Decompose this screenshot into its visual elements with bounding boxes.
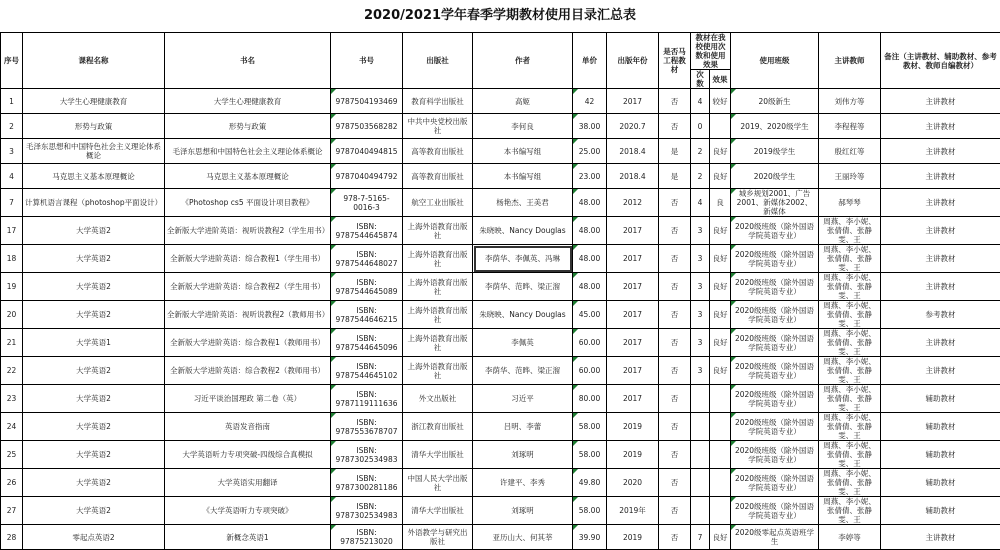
cell-note[interactable]: 辅助教材: [881, 497, 1000, 525]
cell-classes[interactable]: 2020级班级（除外国语学院英语专业）: [731, 469, 819, 497]
cell-course[interactable]: 大学英语2: [23, 469, 165, 497]
cell-isbn[interactable]: 9787040494792: [331, 164, 403, 189]
cell-publisher[interactable]: 上海外语教育出版社: [403, 357, 473, 385]
cell-author[interactable]: 杨艳杰、王美君: [473, 189, 573, 217]
cell-note[interactable]: 主讲教材: [881, 357, 1000, 385]
cell-mazang[interactable]: 否: [659, 413, 691, 441]
cell-usage-count[interactable]: [691, 469, 710, 497]
cell-mazang[interactable]: 否: [659, 385, 691, 413]
cell-isbn[interactable]: ISBN: 9787544645089: [331, 273, 403, 301]
cell-usage-count[interactable]: 3: [691, 245, 710, 273]
cell-course[interactable]: 大学英语2: [23, 385, 165, 413]
cell-course[interactable]: 大学英语2: [23, 245, 165, 273]
cell-usage-count[interactable]: 4: [691, 189, 710, 217]
cell-mazang[interactable]: 是: [659, 164, 691, 189]
cell-year[interactable]: 2017: [607, 273, 659, 301]
cell-teacher[interactable]: 刘伟方等: [819, 89, 881, 114]
cell-usage-count[interactable]: 3: [691, 357, 710, 385]
cell-year[interactable]: 2017: [607, 329, 659, 357]
cell-isbn[interactable]: 9787503568282: [331, 114, 403, 139]
header-teacher[interactable]: 主讲教师: [819, 33, 881, 89]
cell-author[interactable]: 亚历山大、何其莘: [473, 525, 573, 550]
cell-note[interactable]: 主讲教材: [881, 114, 1000, 139]
cell-publisher[interactable]: 清华大学出版社: [403, 497, 473, 525]
cell-price[interactable]: 48.00: [573, 189, 607, 217]
cell-isbn[interactable]: 9787504193469: [331, 89, 403, 114]
cell-usage-count[interactable]: 4: [691, 89, 710, 114]
header-note[interactable]: 备注（主讲教材、辅助教材、参考教材、教师自编教材）: [881, 33, 1000, 89]
cell-mazang[interactable]: 否: [659, 469, 691, 497]
textbook-table: [0, 32, 1000, 550]
cell-course[interactable]: 计算机语言课程（photoshop平面设计）: [23, 189, 165, 217]
cell-classes[interactable]: 2020级班级（除外国语学院英语专业）: [731, 413, 819, 441]
cell-author[interactable]: 许建平、李秀: [473, 469, 573, 497]
cell-publisher[interactable]: 外文出版社: [403, 385, 473, 413]
cell-usage-effect[interactable]: 良好: [710, 301, 731, 329]
cell-usage-count[interactable]: [691, 441, 710, 469]
cell-price[interactable]: 23.00: [573, 164, 607, 189]
cell-book[interactable]: 全新版大学进阶英语：综合教程2（教师用书）: [165, 357, 331, 385]
cell-course[interactable]: 大学英语2: [23, 273, 165, 301]
cell-isbn[interactable]: ISBN: 9787544645102: [331, 357, 403, 385]
cell-usage-effect[interactable]: 良好: [710, 273, 731, 301]
cell-usage-effect[interactable]: [710, 385, 731, 413]
cell-isbn[interactable]: ISBN: 97875213020: [331, 525, 403, 550]
cell-no[interactable]: 24: [1, 413, 23, 441]
cell-note[interactable]: 主讲教材: [881, 245, 1000, 273]
cell-course[interactable]: 马克思主义基本原理概论: [23, 164, 165, 189]
table-row: [1, 301, 1000, 329]
cell-year[interactable]: 2017: [607, 357, 659, 385]
cell-mazang[interactable]: 否: [659, 329, 691, 357]
cell-mazang[interactable]: 否: [659, 217, 691, 245]
cell-year[interactable]: 2019: [607, 525, 659, 550]
cell-mazang[interactable]: 否: [659, 114, 691, 139]
cell-note[interactable]: 主讲教材: [881, 525, 1000, 550]
cell-teacher[interactable]: 周燕、李小妮、张倩倩、张静雯、王: [819, 217, 881, 245]
cell-book[interactable]: 全新版大学进阶英语：视听说教程2（学生用书）: [165, 217, 331, 245]
cell-price[interactable]: 58.00: [573, 441, 607, 469]
cell-author[interactable]: 朱晓映、Nancy Douglas: [473, 301, 573, 329]
cell-course[interactable]: 大学英语2: [23, 357, 165, 385]
cell-classes[interactable]: 2020级班级（除外国语学院英语专业）: [731, 273, 819, 301]
cell-price[interactable]: 80.00: [573, 385, 607, 413]
cell-classes[interactable]: 2020级班级（除外国语学院英语专业）: [731, 385, 819, 413]
cell-usage-effect[interactable]: 良: [710, 189, 731, 217]
cell-year[interactable]: 2017: [607, 301, 659, 329]
cell-isbn[interactable]: ISBN: 9787119111636: [331, 385, 403, 413]
table-row: [1, 189, 1000, 217]
header-usage[interactable]: 教材在我校使用次数和使用效果: [691, 33, 731, 70]
cell-author[interactable]: 刘琢明: [473, 441, 573, 469]
cell-author[interactable]: 朱晓映、Nancy Douglas: [473, 217, 573, 245]
cell-classes[interactable]: 2020级班级（除外国语学院英语专业）: [731, 301, 819, 329]
table-row: [1, 497, 1000, 525]
cell-teacher[interactable]: 周燕、李小妮、张倩倩、张静雯、王: [819, 273, 881, 301]
header-classes[interactable]: 使用班级: [731, 33, 819, 89]
cell-mazang[interactable]: 否: [659, 273, 691, 301]
cell-classes[interactable]: 2020级零起点英语班学生: [731, 525, 819, 550]
cell-price[interactable]: 49.80: [573, 469, 607, 497]
cell-author[interactable]: 本书编写组: [473, 139, 573, 164]
table-row: [1, 469, 1000, 497]
header-publisher[interactable]: 出版社: [403, 33, 473, 89]
cell-isbn[interactable]: ISBN: 9787302534983: [331, 497, 403, 525]
cell-no[interactable]: 7: [1, 189, 23, 217]
cell-usage-count[interactable]: [691, 413, 710, 441]
header-usage-count[interactable]: 次数: [691, 70, 710, 89]
cell-author[interactable]: 李荫华、范晔、梁正溜: [473, 357, 573, 385]
cell-price[interactable]: 60.00: [573, 329, 607, 357]
cell-mazang[interactable]: 否: [659, 301, 691, 329]
cell-year[interactable]: 2017: [607, 385, 659, 413]
cell-classes[interactable]: 2019、2020级学生: [731, 114, 819, 139]
cell-isbn[interactable]: ISBN: 9787544648027: [331, 245, 403, 273]
cell-note[interactable]: 主讲教材: [881, 329, 1000, 357]
cell-course[interactable]: 形势与政策: [23, 114, 165, 139]
table-row: [1, 525, 1000, 550]
cell-publisher[interactable]: 高等教育出版社: [403, 139, 473, 164]
cell-year[interactable]: 2017: [607, 217, 659, 245]
cell-teacher[interactable]: 李程程等: [819, 114, 881, 139]
cell-no[interactable]: 26: [1, 469, 23, 497]
cell-usage-effect[interactable]: 良好: [710, 164, 731, 189]
header-usage-effect[interactable]: 效果: [710, 70, 731, 89]
cell-no[interactable]: 28: [1, 525, 23, 550]
cell-note[interactable]: 辅助教材: [881, 441, 1000, 469]
cell-no[interactable]: 25: [1, 441, 23, 469]
cell-year[interactable]: 2019: [607, 441, 659, 469]
cell-isbn[interactable]: 9787040494815: [331, 139, 403, 164]
cell-year[interactable]: 2020: [607, 469, 659, 497]
cell-price[interactable]: 38.00: [573, 114, 607, 139]
cell-teacher[interactable]: 李婷等: [819, 525, 881, 550]
cell-no[interactable]: 4: [1, 164, 23, 189]
table-row: [1, 357, 1000, 385]
cell-publisher[interactable]: 航空工业出版社: [403, 189, 473, 217]
cell-book[interactable]: 习近平谈治国理政 第二卷（英）: [165, 385, 331, 413]
cell-year[interactable]: 2018.4: [607, 164, 659, 189]
cell-publisher[interactable]: 上海外语教育出版社: [403, 273, 473, 301]
cell-note[interactable]: 主讲教材: [881, 217, 1000, 245]
cell-usage-effect[interactable]: 良好: [710, 139, 731, 164]
sheet-title: 2020/2021学年春季学期教材使用目录汇总表: [0, 0, 1000, 32]
cell-usage-effect[interactable]: [710, 441, 731, 469]
cell-usage-count[interactable]: 2: [691, 164, 710, 189]
cell-no[interactable]: 22: [1, 357, 23, 385]
cell-publisher[interactable]: 外语教学与研究出版社: [403, 525, 473, 550]
header-isbn[interactable]: 书号: [331, 33, 403, 89]
cell-classes[interactable]: 2020级班级（除外国语学院英语专业）: [731, 497, 819, 525]
cell-note[interactable]: 主讲教材: [881, 189, 1000, 217]
cell-no[interactable]: 23: [1, 385, 23, 413]
cell-mazang[interactable]: 否: [659, 441, 691, 469]
cell-book[interactable]: 形势与政策: [165, 114, 331, 139]
cell-usage-effect[interactable]: [710, 497, 731, 525]
cell-classes[interactable]: 2020级班级（除外国语学院英语专业）: [731, 217, 819, 245]
cell-publisher[interactable]: 中共中央党校出版社: [403, 114, 473, 139]
cell-book[interactable]: 大学英语听力专项突破-四级综合真模拟: [165, 441, 331, 469]
cell-usage-effect[interactable]: 良好: [710, 217, 731, 245]
cell-teacher[interactable]: 周燕、李小妮、张倩倩、张静雯、王: [819, 301, 881, 329]
cell-price[interactable]: 60.00: [573, 357, 607, 385]
cell-author[interactable]: 高姬: [473, 89, 573, 114]
cell-classes[interactable]: 20级新生: [731, 89, 819, 114]
cell-year[interactable]: 2019: [607, 413, 659, 441]
cell-classes[interactable]: 2020级学生: [731, 164, 819, 189]
cell-book[interactable]: 大学英语实用翻译: [165, 469, 331, 497]
cell-isbn[interactable]: ISBN: 9787544646215: [331, 301, 403, 329]
cell-classes[interactable]: 2020级班级（除外国语学院英语专业）: [731, 329, 819, 357]
cell-book[interactable]: 大学生心理健康教育: [165, 89, 331, 114]
cell-publisher[interactable]: 清华大学出版社: [403, 441, 473, 469]
cell-author[interactable]: 刘琢明: [473, 497, 573, 525]
header-no[interactable]: 序号: [1, 33, 23, 89]
cell-course[interactable]: 毛泽东思想和中国特色社会主义理论体系概论: [23, 139, 165, 164]
cell-classes[interactable]: 2020级班级（除外国语学院英语专业）: [731, 441, 819, 469]
cell-course[interactable]: 大学英语2: [23, 413, 165, 441]
cell-author[interactable]: 李佩英: [473, 329, 573, 357]
cell-note[interactable]: 辅助教材: [881, 385, 1000, 413]
cell-mazang[interactable]: 否: [659, 497, 691, 525]
cell-isbn[interactable]: ISBN: 9787300281186: [331, 469, 403, 497]
cell-note[interactable]: 主讲教材: [881, 164, 1000, 189]
cell-usage-effect[interactable]: 较好: [710, 89, 731, 114]
header-mazang[interactable]: 是否马工程教材: [659, 33, 691, 89]
table-row: [1, 441, 1000, 469]
table-row: [1, 413, 1000, 441]
cell-note[interactable]: 主讲教材: [881, 89, 1000, 114]
header-year[interactable]: 出版年份: [607, 33, 659, 89]
cell-classes[interactable]: 城乡规划2001、广告2001、新媒体2002、新媒体: [731, 189, 819, 217]
cell-note[interactable]: 主讲教材: [881, 273, 1000, 301]
cell-usage-effect[interactable]: [710, 114, 731, 139]
cell-course[interactable]: 大学生心理健康教育: [23, 89, 165, 114]
cell-usage-count[interactable]: 0: [691, 114, 710, 139]
cell-book[interactable]: 马克思主义基本原理概论: [165, 164, 331, 189]
cell-note[interactable]: 辅助教材: [881, 413, 1000, 441]
cell-publisher[interactable]: 上海外语教育出版社: [403, 301, 473, 329]
cell-book[interactable]: 新概念英语1: [165, 525, 331, 550]
table-row: [1, 385, 1000, 413]
cell-publisher[interactable]: 高等教育出版社: [403, 164, 473, 189]
cell-mazang[interactable]: 否: [659, 357, 691, 385]
cell-usage-count[interactable]: 2: [691, 139, 710, 164]
cell-publisher[interactable]: 浙江教育出版社: [403, 413, 473, 441]
cell-year[interactable]: 2020.7: [607, 114, 659, 139]
cell-price[interactable]: 39.90: [573, 525, 607, 550]
cell-usage-count[interactable]: [691, 497, 710, 525]
cell-usage-effect[interactable]: 良好: [710, 245, 731, 273]
cell-classes[interactable]: 2019级学生: [731, 139, 819, 164]
cell-book[interactable]: 全新版大学进阶英语：综合教程1（学生用书）: [165, 245, 331, 273]
cell-price[interactable]: 48.00: [573, 273, 607, 301]
table-row: [1, 329, 1000, 357]
cell-usage-count[interactable]: 7: [691, 525, 710, 550]
table-row: [1, 164, 1000, 189]
cell-teacher[interactable]: 郝琴琴: [819, 189, 881, 217]
cell-price[interactable]: 42: [573, 89, 607, 114]
cell-no[interactable]: 3: [1, 139, 23, 164]
cell-isbn[interactable]: ISBN: 9787544645874: [331, 217, 403, 245]
cell-usage-count[interactable]: [691, 385, 710, 413]
cell-course[interactable]: 大学英语2: [23, 217, 165, 245]
cell-no[interactable]: 2: [1, 114, 23, 139]
cell-no[interactable]: 21: [1, 329, 23, 357]
cell-usage-effect[interactable]: 良好: [710, 357, 731, 385]
cell-price[interactable]: 45.00: [573, 301, 607, 329]
cell-book[interactable]: 全新版大学进阶英语：视听说教程2（教师用书）: [165, 301, 331, 329]
cell-isbn[interactable]: 978-7-5165-0016-3: [331, 189, 403, 217]
cell-usage-effect[interactable]: [710, 413, 731, 441]
cell-no[interactable]: 19: [1, 273, 23, 301]
cell-author[interactable]: 吕明、李蕾: [473, 413, 573, 441]
cell-year[interactable]: 2018.4: [607, 139, 659, 164]
cell-no[interactable]: 27: [1, 497, 23, 525]
cell-publisher[interactable]: 上海外语教育出版社: [403, 245, 473, 273]
header-author[interactable]: 作者: [473, 33, 573, 89]
cell-usage-count[interactable]: 3: [691, 329, 710, 357]
header-book[interactable]: 书名: [165, 33, 331, 89]
table-row: [1, 139, 1000, 164]
cell-year[interactable]: 2012: [607, 189, 659, 217]
cell-no[interactable]: 17: [1, 217, 23, 245]
cell-course[interactable]: 大学英语1: [23, 329, 165, 357]
header-course[interactable]: 课程名称: [23, 33, 165, 89]
cell-classes[interactable]: 2020级班级（除外国语学院英语专业）: [731, 245, 819, 273]
cell-author[interactable]: 李何良: [473, 114, 573, 139]
table-row: [1, 114, 1000, 139]
cell-year[interactable]: 2019年: [607, 497, 659, 525]
cell-usage-count[interactable]: 3: [691, 301, 710, 329]
table-row: [1, 217, 1000, 245]
cell-teacher[interactable]: 周燕、李小妮、张倩倩、张静雯、王: [819, 441, 881, 469]
table-row: [1, 273, 1000, 301]
cell-mazang[interactable]: 是: [659, 139, 691, 164]
cell-author[interactable]: 习近平: [473, 385, 573, 413]
cell-author[interactable]: 李荫华、李佩英、冯琳: [473, 245, 573, 273]
cell-teacher[interactable]: 周燕、李小妮、张倩倩、张静雯、王: [819, 469, 881, 497]
cell-publisher[interactable]: 上海外语教育出版社: [403, 329, 473, 357]
cell-mazang[interactable]: 否: [659, 525, 691, 550]
cell-isbn[interactable]: ISBN: 9787544645096: [331, 329, 403, 357]
cell-usage-effect[interactable]: 良好: [710, 329, 731, 357]
cell-teacher[interactable]: 周燕、李小妮、张倩倩、张静雯、王: [819, 245, 881, 273]
cell-price[interactable]: 58.00: [573, 413, 607, 441]
cell-publisher[interactable]: 中国人民大学出版社: [403, 469, 473, 497]
cell-publisher[interactable]: 教育科学出版社: [403, 89, 473, 114]
cell-book[interactable]: 《大学英语听力专项突破》: [165, 497, 331, 525]
cell-isbn[interactable]: ISBN: 9787302534983: [331, 441, 403, 469]
header-price[interactable]: 单价: [573, 33, 607, 89]
cell-teacher[interactable]: 周燕、李小妮、张倩倩、张静雯、王: [819, 357, 881, 385]
cell-author[interactable]: 李荫华、范晔、梁正溜: [473, 273, 573, 301]
cell-price[interactable]: 58.00: [573, 497, 607, 525]
cell-teacher[interactable]: 周燕、李小妮、张倩倩、张静雯、王: [819, 329, 881, 357]
cell-publisher[interactable]: 上海外语教育出版社: [403, 217, 473, 245]
cell-note[interactable]: 主讲教材: [881, 139, 1000, 164]
cell-author[interactable]: 本书编写组: [473, 164, 573, 189]
cell-teacher[interactable]: 周燕、李小妮、张倩倩、张静雯、王: [819, 413, 881, 441]
cell-book[interactable]: 毛泽东思想和中国特色社会主义理论体系概论: [165, 139, 331, 164]
cell-mazang[interactable]: 否: [659, 189, 691, 217]
cell-note[interactable]: 辅助教材: [881, 469, 1000, 497]
cell-mazang[interactable]: 否: [659, 89, 691, 114]
cell-no[interactable]: 20: [1, 301, 23, 329]
cell-course[interactable]: 大学英语2: [23, 441, 165, 469]
cell-teacher[interactable]: 殷红红等: [819, 139, 881, 164]
cell-no[interactable]: 18: [1, 245, 23, 273]
cell-classes[interactable]: 2020级班级（除外国语学院英语专业）: [731, 357, 819, 385]
cell-year[interactable]: 2017: [607, 245, 659, 273]
cell-isbn[interactable]: ISBN: 9787553678707: [331, 413, 403, 441]
cell-usage-count[interactable]: 3: [691, 273, 710, 301]
cell-note[interactable]: 参考教材: [881, 301, 1000, 329]
cell-no[interactable]: 1: [1, 89, 23, 114]
cell-usage-effect[interactable]: [710, 469, 731, 497]
cell-course[interactable]: 大学英语2: [23, 301, 165, 329]
table-row: [1, 89, 1000, 114]
cell-book[interactable]: 英语发音指南: [165, 413, 331, 441]
cell-price[interactable]: 25.00: [573, 139, 607, 164]
cell-book[interactable]: 全新版大学进阶英语：综合教程2（学生用书）: [165, 273, 331, 301]
cell-price[interactable]: 48.00: [573, 245, 607, 273]
cell-teacher[interactable]: 王丽玲等: [819, 164, 881, 189]
cell-course[interactable]: 大学英语2: [23, 497, 165, 525]
cell-mazang[interactable]: 否: [659, 245, 691, 273]
cell-year[interactable]: 2017: [607, 89, 659, 114]
cell-price[interactable]: 48.00: [573, 217, 607, 245]
cell-teacher[interactable]: 周燕、李小妮、张倩倩、张静雯、王: [819, 497, 881, 525]
cell-usage-count[interactable]: 3: [691, 217, 710, 245]
cell-usage-effect[interactable]: 良好: [710, 525, 731, 550]
cell-book[interactable]: 《Photoshop cs5 平面设计项目教程》: [165, 189, 331, 217]
cell-teacher[interactable]: 周燕、李小妮、张倩倩、张静雯、王: [819, 385, 881, 413]
table-row: [1, 245, 1000, 273]
cell-course[interactable]: 零起点英语2: [23, 525, 165, 550]
cell-book[interactable]: 全新版大学进阶英语：综合教程1（教师用书）: [165, 329, 331, 357]
